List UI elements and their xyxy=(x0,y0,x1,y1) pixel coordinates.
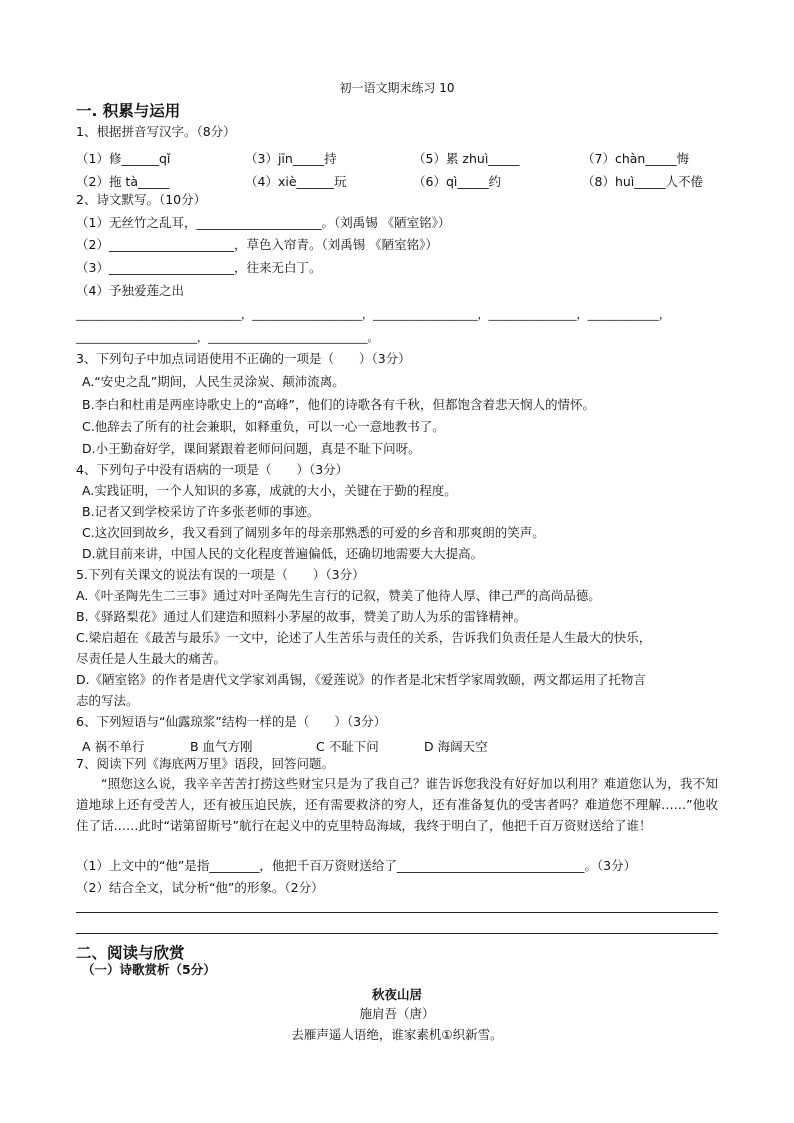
q2-line: ______________________，_____________________________。 xyxy=(76,331,379,344)
q4-option: C.这次回到故乡，我又看到了阔别多年的母亲那熟悉的可爱的乡音和那爽朗的笑声。 xyxy=(82,525,545,540)
q2-line: （3）____________________，往来无白丁。 xyxy=(76,260,322,275)
q1-item: （8）huì_____人不倦 xyxy=(582,174,704,189)
q6-option: A 祸不单行 xyxy=(82,739,145,754)
q3-option: C.他辞去了所有的社会兼职，如释重负，可以一心一意地教书了。 xyxy=(82,419,445,434)
q1-item: （4）xiè______玩 xyxy=(245,174,347,189)
q5-option: 尽责任是人生最大的痛苦。 xyxy=(76,651,227,666)
q1-item: （2）拖 tà_____ xyxy=(76,174,170,189)
q3-option: B.李白和杜甫是两座诗歌史上的“高峰”，他们的诗歌各有千秋，但都饱含着悲天悯人的情怀。 xyxy=(82,397,596,412)
q1-item: （6）qì_____约 xyxy=(413,174,502,189)
doc-title: 初一语文期末练习 10 xyxy=(339,81,455,95)
q1-item: （5）累 zhuì_____ xyxy=(413,151,520,166)
answer-line xyxy=(76,912,718,913)
q6-option: D 海阔天空 xyxy=(424,739,488,754)
q5-option: D.《陋室铭》的作者是唐代文学家刘禹锡，《爱莲说》的作者是北宋哲学家周敦颐，两文都运用了托物言 xyxy=(76,672,646,687)
q6-option: C 不耻下问 xyxy=(316,739,379,754)
q1-stem: 1、根据拼音写汉字。（8分） xyxy=(76,124,236,139)
section2-heading: 二、阅读与欣赏 xyxy=(76,944,185,962)
q4-stem: 4、下列句子中没有语病的一项是（ ）（3分） xyxy=(76,462,349,477)
q2-stem: 2、诗文默写。（10分） xyxy=(76,192,207,207)
q5-stem: 5.下列有关课文的说法有误的一项是（ ）（3分） xyxy=(76,567,365,582)
q1-item: （7）chàn_____悔 xyxy=(582,151,690,166)
q6-option: B 血气方刚 xyxy=(190,739,253,754)
q7-passage: “照您这么说，我辛辛苦苦打捞这些财宝只是为了我自己？谁告诉您我没有好好加以利用？难道您认为，我不知道地球上还有受苦人，还有被压迫民族，还有需要救济的穷人，还有准备复仇的受害者吗？难道您不理解……”他收住了话……此时“诺第留斯号”航行在起义中的克里特岛海域，我终于明白了，他把千百万资财送给了谁！ xyxy=(76,776,718,833)
q2-line: （4）予独爱莲之出 xyxy=(76,283,184,298)
q3-option: A.“安史之乱”期间，人民生灵涂炭、颠沛流离。 xyxy=(82,374,345,389)
q1-item: （1）修______qǐ xyxy=(76,151,171,166)
q3-option: D.小王勤奋好学，课间紧跟着老师问问题，真是不耻下问呀。 xyxy=(82,441,421,456)
q2-line: ______________________________，____________________，___________________，________________，_____________， xyxy=(76,308,670,321)
q5-option: C.梁启超在《最苦与最乐》一文中，论述了人生苦乐与责任的关系，告诉我们负责任是人生最大的快乐， xyxy=(76,630,652,645)
q3-stem: 3、下列句子中加点词语使用不正确的一项是（ ）（3分） xyxy=(76,351,411,366)
q5-option: A.《叶圣陶先生二三事》通过对叶圣陶先生言行的记叙，赞美了他待人厚、律己严的高尚品德。 xyxy=(76,588,601,603)
q2-line: （1）无丝竹之乱耳，____________________。（刘禹锡 《陋室铭》） xyxy=(76,215,451,230)
poem-author: 施肩吾（唐） xyxy=(359,1006,435,1021)
poem-title: 秋夜山居 xyxy=(371,987,422,1002)
q5-option: 志的写法。 xyxy=(76,693,139,708)
section1-heading: 一. 积累与运用 xyxy=(76,102,181,120)
q7-sub-question: （2）结合全文，试分析“他”的形象。（2分） xyxy=(76,880,324,895)
section2-subheading: （一）诗歌赏析（5分） xyxy=(82,962,216,977)
q7-stem: 7、阅读下列《海底两万里》语段，回答问题。 xyxy=(76,756,334,771)
poem-line: 去雁声遥人语绝，谁家素机①织新雪。 xyxy=(291,1027,503,1042)
q4-option: A.实践证明，一个人知识的多寡，成就的大小，关键在于勤的程度。 xyxy=(82,483,457,498)
q2-line: （2）____________________，草色入帘青。（刘禹锡 《陋室铭》） xyxy=(76,237,438,252)
q6-stem: 6、下列短语与“仙露琼浆”结构一样的是（ ）（3分） xyxy=(76,714,387,729)
q4-option: B.记者又到学校采访了许多张老师的事迹。 xyxy=(82,504,320,519)
q7-sub-question: （1）上文中的“他”是指________，他把千百万资财送给了______________________________。（3分） xyxy=(76,858,637,873)
q5-option: B.《驿路梨花》通过人们建造和照料小茅屋的故事，赞美了助人为乐的雷锋精神。 xyxy=(76,609,527,624)
answer-line xyxy=(76,933,718,934)
q4-option: D.就目前来讲，中国人民的文化程度普遍偏低，还确切地需要大大提高。 xyxy=(82,546,484,561)
q1-item: （3）jīn_____持 xyxy=(245,151,337,166)
